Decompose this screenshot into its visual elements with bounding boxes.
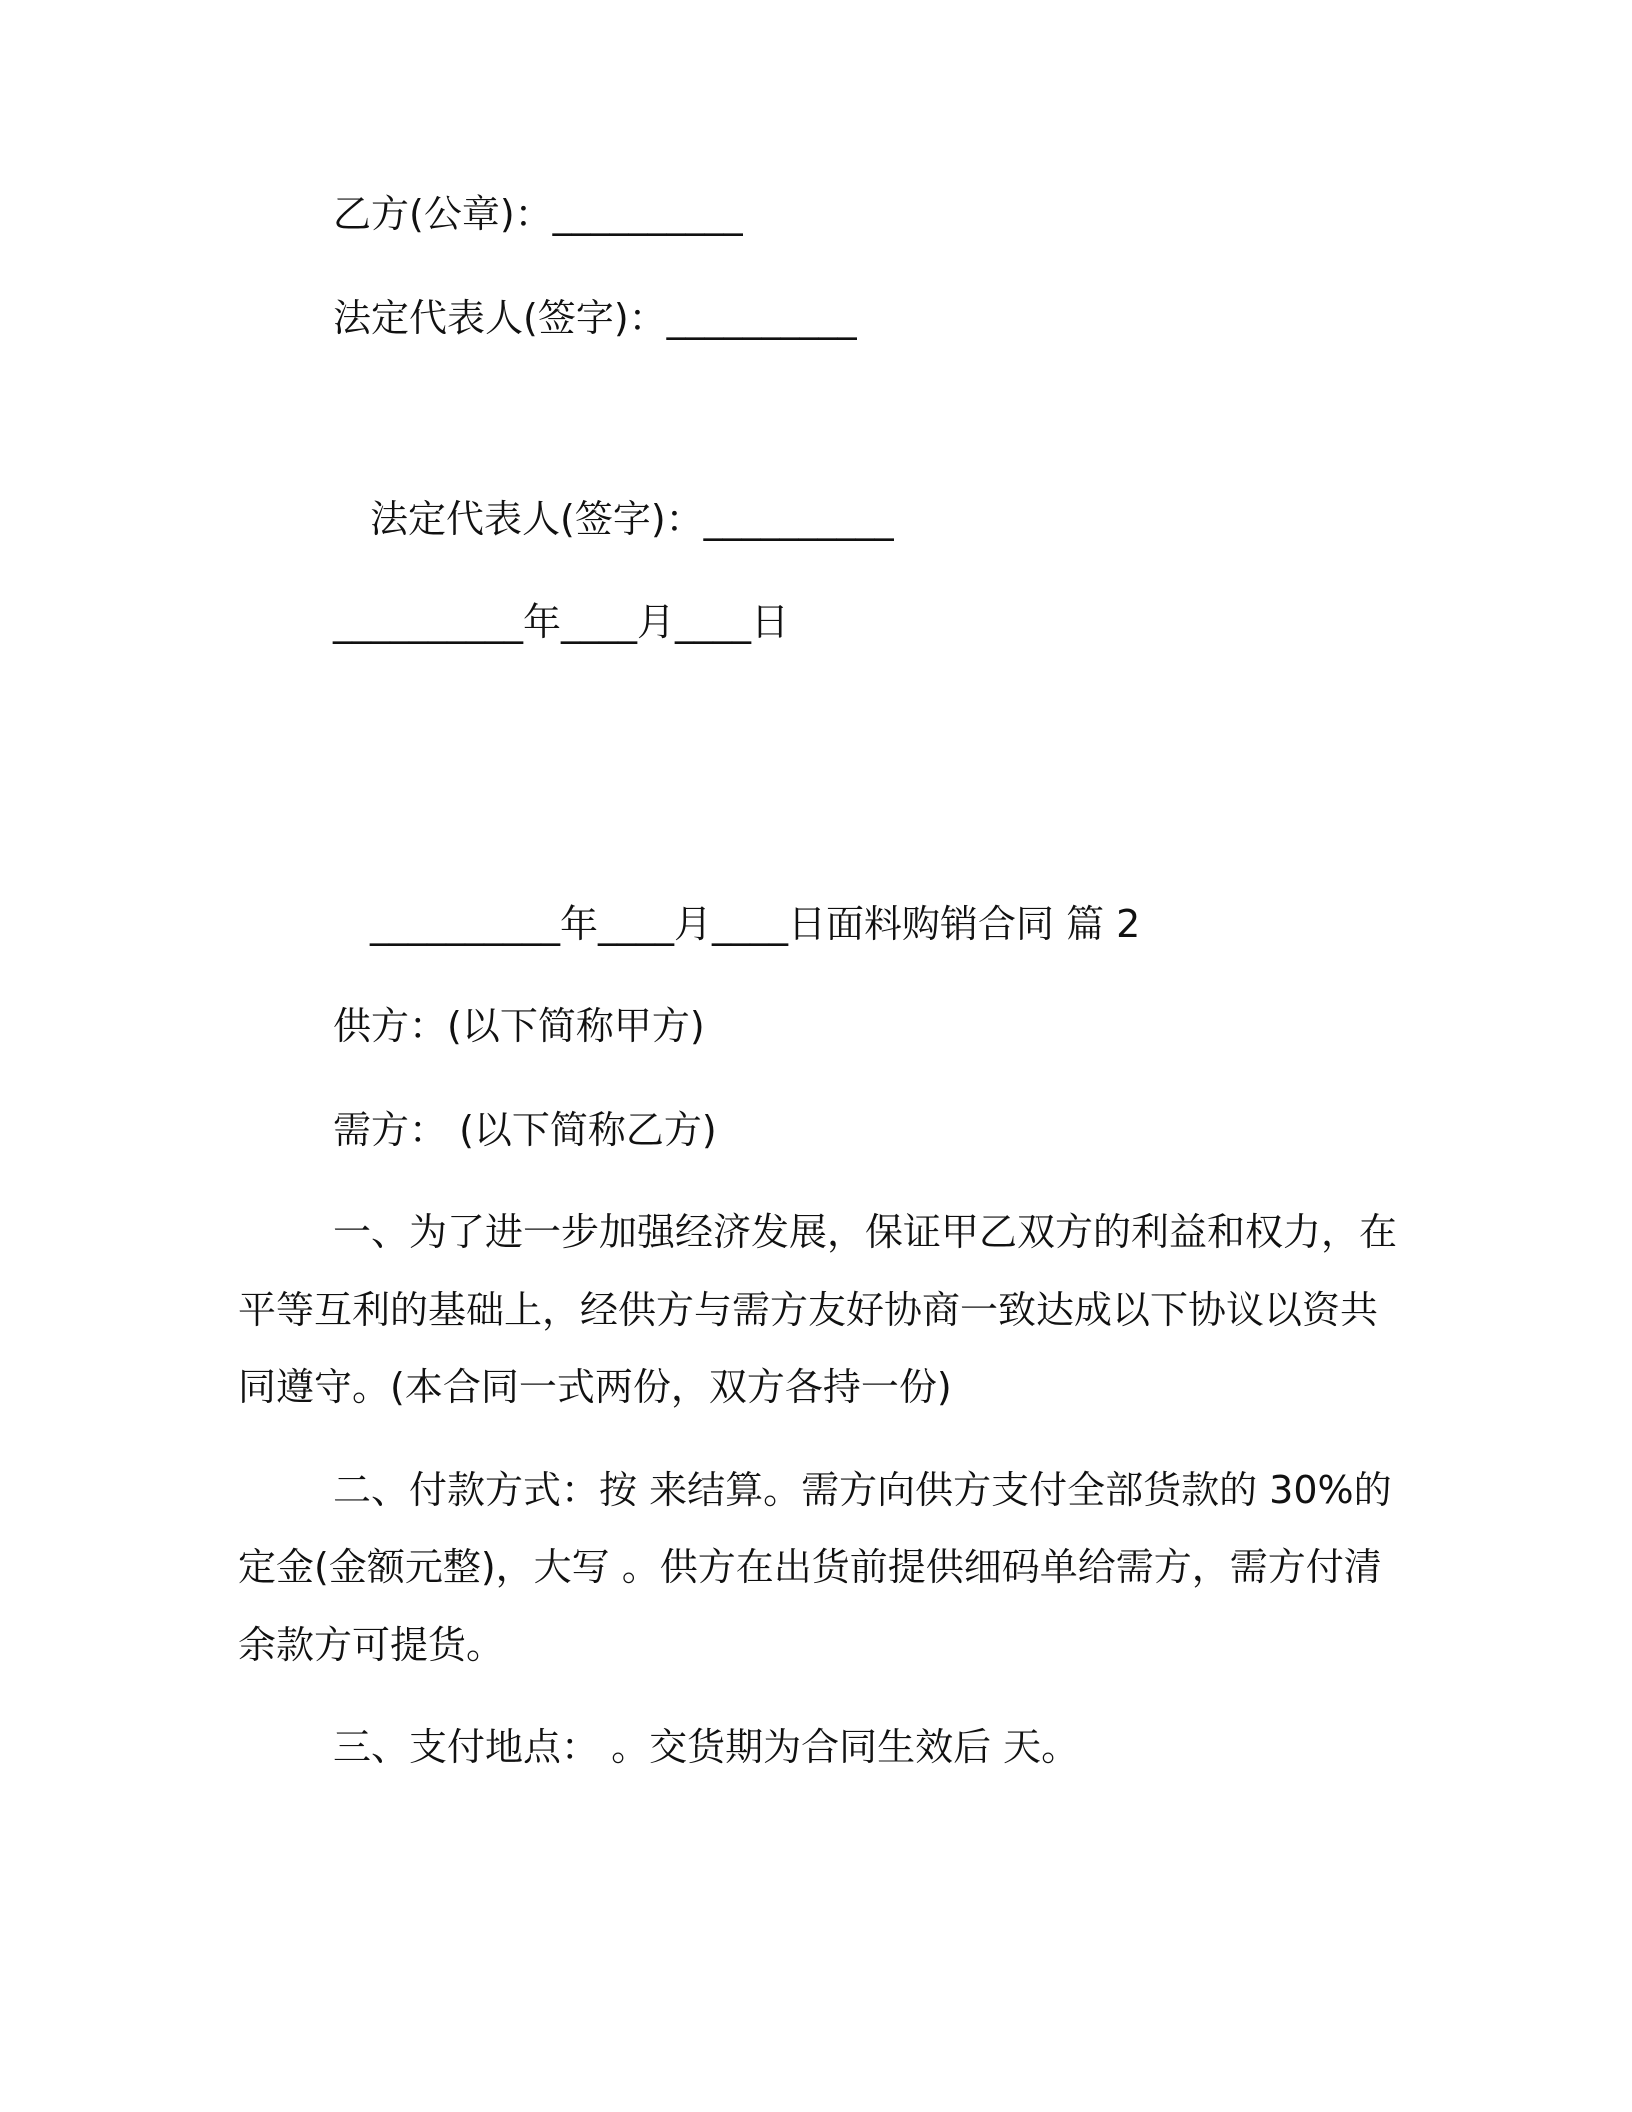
supplier-line: 供方：(以下简称甲方)	[333, 1004, 705, 1048]
clause-1-line-2: 平等互利的基础上，经供方与需方友好协商一致达成以下协议以资共	[238, 1288, 1379, 1332]
clause-3-line-1: 三、支付地点： 。交货期为合同生效后 天。	[333, 1725, 1080, 1769]
buyer-line: 需方： (以下简称乙方)	[333, 1108, 717, 1152]
clause-2-line-3: 余款方可提货。	[238, 1623, 505, 1667]
legal-rep-sign-line-1: 法定代表人(签字)：__________	[333, 296, 857, 340]
clause-1-line-1: 一、为了进一步加强经济发展，保证甲乙双方的利益和权力，在	[333, 1210, 1398, 1254]
clause-1-line-3: 同遵守。(本合同一式两份，双方各持一份)	[238, 1365, 952, 1409]
clause-2-line-2: 定金(金额元整)，大写 。供方在出货前提供细码单给需方，需方付清	[238, 1545, 1382, 1589]
clause-2-line-1: 二、付款方式：按 来结算。需方向供方支付全部货款的 30%的	[333, 1468, 1392, 1512]
signature-date-line: __________年____月____日	[333, 600, 790, 644]
contract-title: __________年____月____日面料购销合同 篇 2	[370, 902, 1141, 946]
legal-rep-sign-line-2: 法定代表人(签字)：__________	[370, 497, 894, 541]
party-b-seal-line: 乙方(公章)：__________	[333, 192, 743, 236]
